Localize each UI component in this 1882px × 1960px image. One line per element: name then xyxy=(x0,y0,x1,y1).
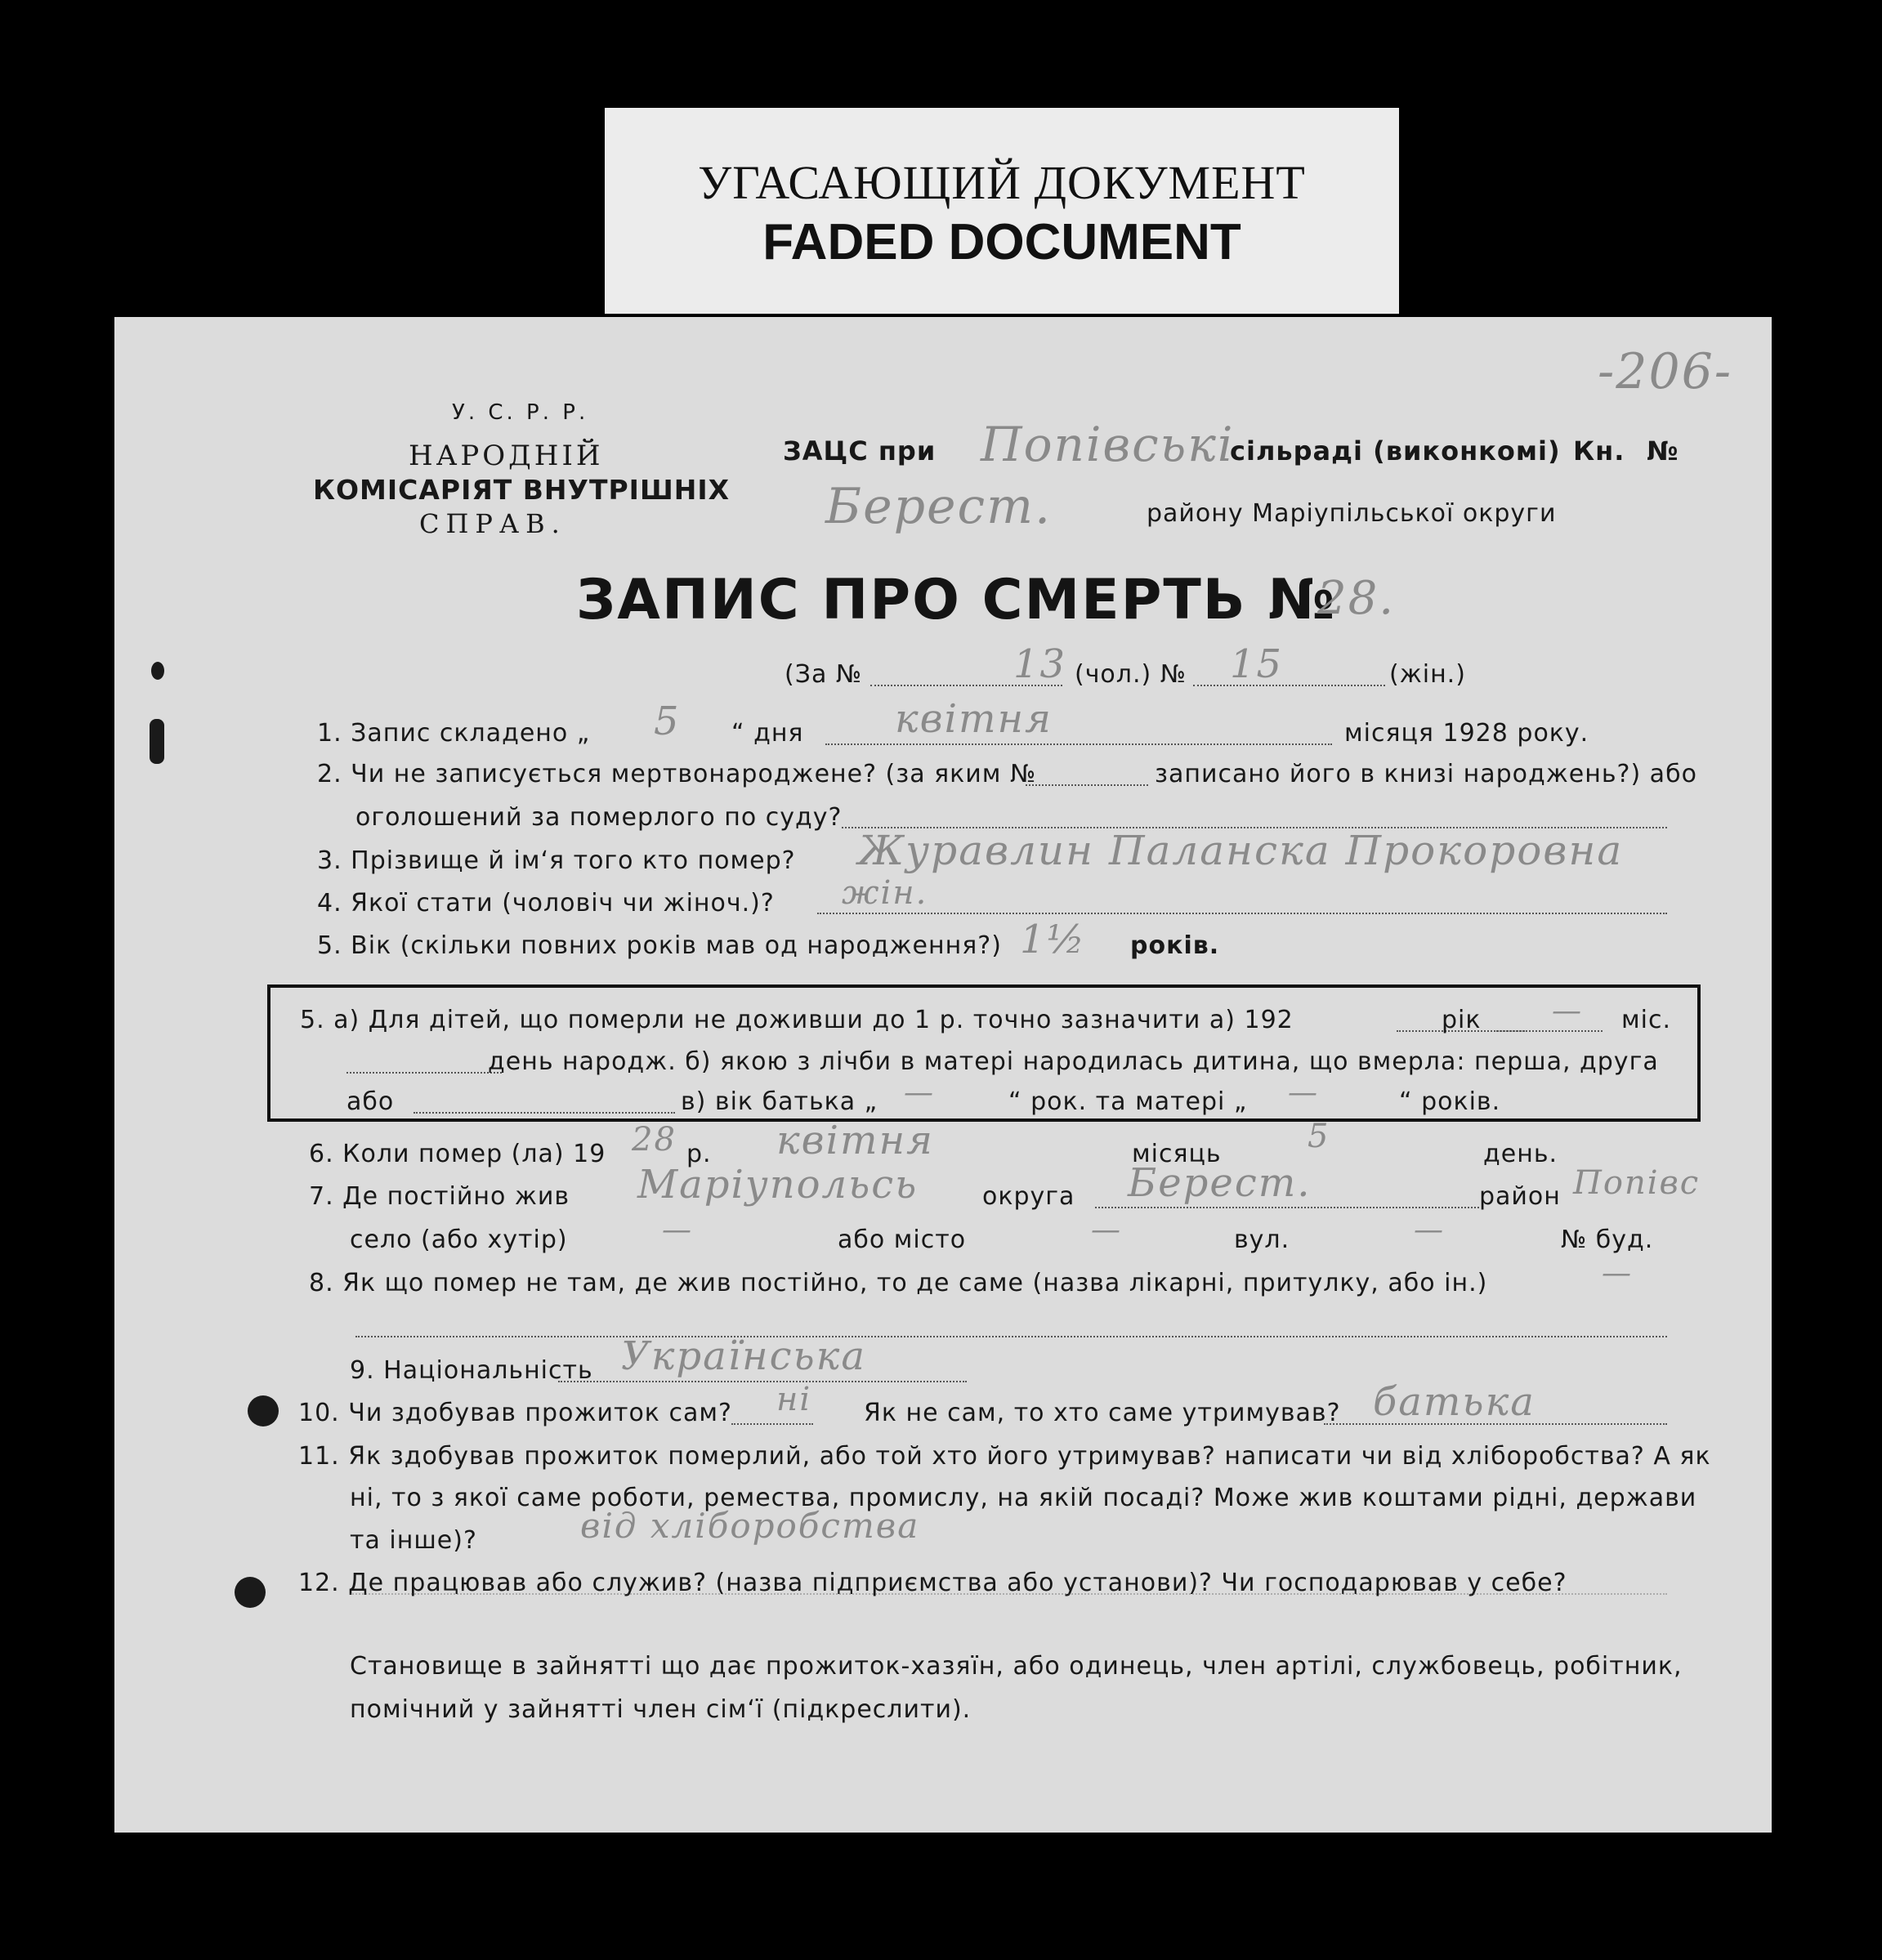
field-7b-dash3: — xyxy=(1414,1213,1445,1247)
field-7b-label: село (або хутір) xyxy=(350,1226,568,1254)
district-value: Берест. xyxy=(825,478,1053,535)
field-1-label: 1. Запис складено „ xyxy=(317,719,591,748)
ref-za-value: 13 xyxy=(1013,641,1067,687)
ref-zhin: (жін.) xyxy=(1389,660,1466,689)
field-5a-line1: 5. а) Для дітей, що померли не доживши до 1 р. точно зазначити а) 192 xyxy=(300,1006,1294,1034)
stamp-en: FADED DOCUMENT xyxy=(762,214,1241,270)
field-5a-order-line xyxy=(414,1112,675,1114)
field-7b-dash2: — xyxy=(1091,1213,1122,1247)
field-9-label: 9. Національність xyxy=(350,1356,593,1385)
zags-value: Попівські xyxy=(981,417,1235,472)
stamp-ru: УГАСАЮЩИЙ ДОКУМЕНТ xyxy=(698,156,1306,209)
ref-chol-line xyxy=(1193,685,1385,686)
field-5a-mis: міс. xyxy=(1621,1006,1671,1034)
number-label: № xyxy=(1647,435,1679,467)
binding-hole xyxy=(151,662,164,680)
zags-label: ЗАЦС при xyxy=(783,435,937,467)
field-3-label: 3. Прізвище й ім‘я того кто помер? xyxy=(317,846,796,875)
field-11-line1: 11. Як здобував прожиток померлий, або той хто його утримував? написати чи від хліборобства? А як xyxy=(298,1442,1711,1471)
ref-za-line xyxy=(870,685,1062,686)
field-5a-rik: рік xyxy=(1442,1006,1482,1034)
field-5a-month-line xyxy=(1496,1030,1603,1032)
field-10-mid: Як не сам, то хто саме утримував? xyxy=(864,1399,1341,1427)
field-10-value2: батька xyxy=(1373,1379,1536,1425)
field-5-label: 5. Вік (скільки повних років мав од народження?) xyxy=(317,931,1002,960)
field-5a-day-line xyxy=(346,1072,502,1074)
field-7-okr-value: Маріупольсь xyxy=(637,1162,919,1208)
field-6-label: 6. Коли помер (ла) 19 xyxy=(309,1140,606,1168)
field-7-label: 7. Де постійно жив xyxy=(309,1182,570,1211)
field-10-line2 xyxy=(1324,1423,1667,1425)
ref-za: (За № xyxy=(785,660,863,689)
ref-chol-value: 15 xyxy=(1230,641,1284,687)
field-2b-label: оголошений за померлого по суду? xyxy=(355,803,843,832)
field-6-r: р. xyxy=(686,1140,712,1168)
field-7-okr: округа xyxy=(982,1182,1075,1211)
field-2-line xyxy=(1026,784,1148,786)
page-number: -206- xyxy=(1598,343,1733,400)
field-1-line xyxy=(825,743,1332,745)
field-6-day: 5 xyxy=(1308,1118,1330,1155)
field-7-ray-value: Берест. xyxy=(1128,1160,1312,1206)
record-number: 28. xyxy=(1317,572,1396,625)
record-title-label: ЗАПИС ПРО СМЕРТЬ № xyxy=(576,568,1337,632)
field-5a-mother-value: — xyxy=(1288,1076,1319,1109)
field-5a-line2: день народж. б) якою з лічби в матері народилась дитина, що вмерла: перша, друга xyxy=(488,1047,1659,1076)
field-5-tail: років. xyxy=(1130,931,1220,960)
field-5a-abo: або xyxy=(346,1087,395,1116)
binding-hole xyxy=(235,1577,266,1608)
field-3-value: Журавлин Паланска Прокоровна xyxy=(858,827,1624,874)
field-6-mis: місяць xyxy=(1132,1140,1222,1168)
field-6-year: 28 xyxy=(632,1121,677,1159)
field-10-line xyxy=(731,1423,813,1425)
record-title xyxy=(576,568,1336,632)
field-12-label: 12. Де працював або служив? (назва підприємства або установи)? Чи господарював у себе? xyxy=(298,1569,1567,1597)
status-line2: помічний у зайнятті член сім‘ї (підкреслити). xyxy=(350,1695,972,1724)
field-7b-dash1: — xyxy=(662,1213,693,1247)
header-org-2: КОМІСАРІЯТ ВНУТРІШНІХ xyxy=(313,474,731,506)
field-1-day: 5 xyxy=(654,699,681,744)
ref-chol: (чол.) № xyxy=(1075,660,1187,689)
book-label: Кн. xyxy=(1573,435,1625,467)
field-11-line3: та інше)? xyxy=(350,1526,477,1555)
field-5a-dash: — xyxy=(1552,994,1583,1028)
field-5-value: 1½ xyxy=(1020,917,1087,962)
header-org-1: НАРОДНІЙ xyxy=(409,440,604,472)
children-box xyxy=(267,984,1701,1122)
document-sheet xyxy=(114,317,1772,1833)
header-org-3: СПРАВ. xyxy=(419,508,566,539)
field-1-month: квітня xyxy=(895,696,1053,742)
rada-label: сільраді (виконкомі) xyxy=(1230,435,1561,467)
field-7-ray: район xyxy=(1479,1182,1561,1211)
field-7b-bud: № буд. xyxy=(1561,1226,1654,1254)
field-7b-misto: або місто xyxy=(838,1226,967,1254)
field-1-mid: “ дня xyxy=(731,719,804,748)
field-5a-mother: “ рок. та матері „ xyxy=(1008,1087,1248,1116)
field-4-value: жін. xyxy=(842,874,928,912)
field-5a-father: в) вік батька „ xyxy=(681,1087,878,1116)
binding-hole xyxy=(150,719,164,764)
field-9-value: Українська xyxy=(621,1333,866,1379)
field-7b-vul: вул. xyxy=(1234,1226,1290,1254)
field-8-dash: — xyxy=(1602,1257,1633,1290)
field-2-tail: записано його в книзі народжень?) або xyxy=(1155,760,1697,788)
field-6-den: день. xyxy=(1483,1140,1558,1168)
field-2-label: 2. Чи не записується мертвонароджене? (за яким № xyxy=(317,760,1037,788)
field-12-line xyxy=(350,1593,1667,1595)
field-10-label: 10. Чи здобував прожиток сам? xyxy=(298,1399,732,1427)
field-10-value: ні xyxy=(776,1381,812,1418)
field-11-line2: ні, то з якої саме роботи, ремества, промислу, на якій посаді? Може жив коштами рідні, держави xyxy=(350,1484,1697,1512)
field-1-tail: місяця 1928 року. xyxy=(1344,719,1589,748)
field-11-value: від хліборобства xyxy=(580,1506,920,1546)
field-4-line xyxy=(817,913,1667,914)
field-6-month: квітня xyxy=(776,1118,934,1163)
field-9-line xyxy=(558,1381,967,1382)
field-7-ray-line xyxy=(1095,1207,1479,1208)
field-5a-years: “ років. xyxy=(1399,1087,1501,1116)
field-8-label: 8. Як що помер не там, де жив постійно, то де саме (назва лікарні, притулку, або ін.) xyxy=(309,1269,1488,1297)
field-8-line2 xyxy=(355,1336,1667,1337)
header-republic: У. С. Р. Р. xyxy=(452,400,589,425)
field-7-selo-value: Попівс xyxy=(1573,1164,1701,1202)
binding-hole xyxy=(248,1395,279,1426)
field-5a-father-value: — xyxy=(904,1076,935,1109)
field-4-label: 4. Якої стати (чоловіч чи жіноч.)? xyxy=(317,889,775,917)
status-line1: Становище в зайнятті що дає прожиток-хазяїн, або одинець, член артілі, службовець, робітник, xyxy=(350,1652,1683,1681)
district-label: району Маріупільської округи xyxy=(1147,499,1557,528)
